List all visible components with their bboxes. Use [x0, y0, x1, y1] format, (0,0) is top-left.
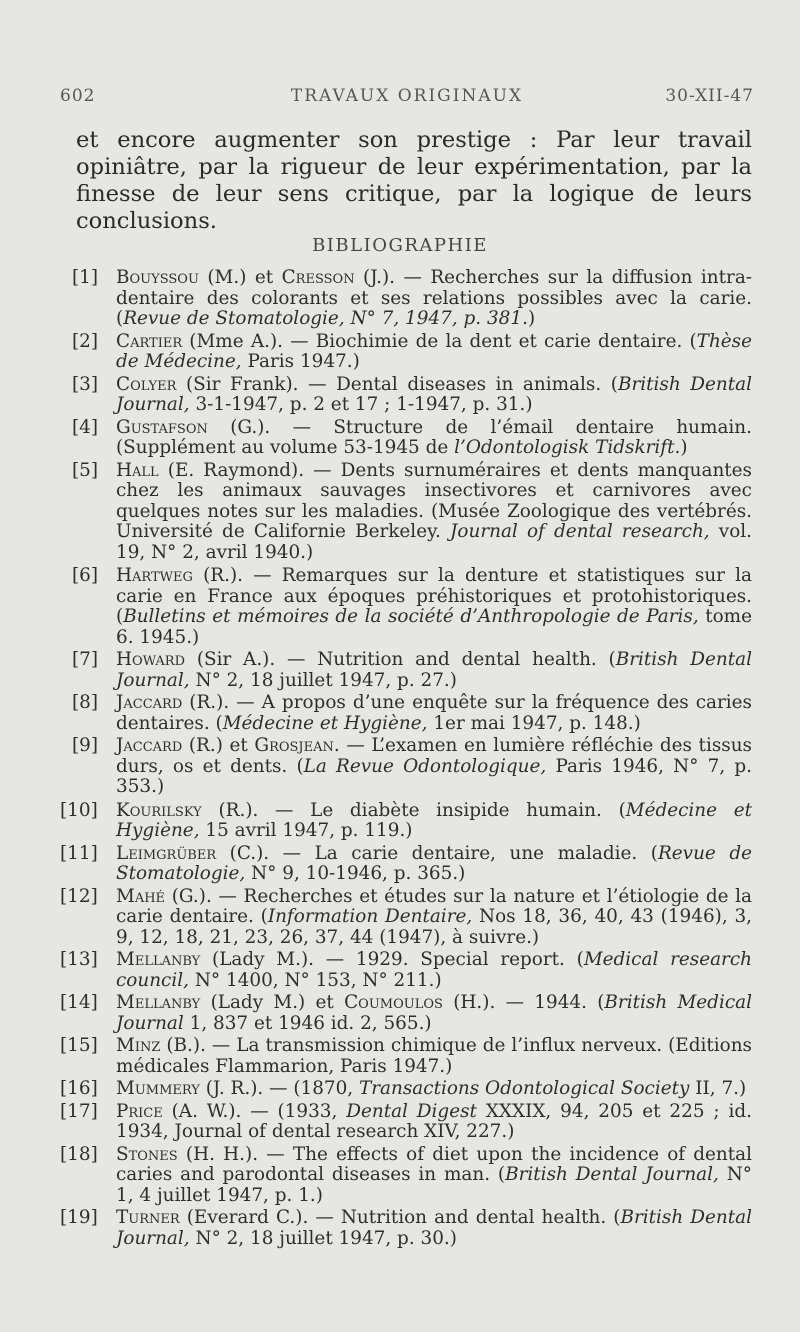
reference-author: Hall [116, 459, 159, 481]
reference-text: vol. 19, N° 2, avril 1940.) [116, 521, 752, 563]
reference-text: Nos 18, 36, 40, 43 (1946), 3, 9, 12, 18, 21, 23, 26, 37, 44 (1947), à suivre.) [116, 906, 752, 948]
reference-text: (E. Raymond). — Dents surnuméraires et dents manquantes chez les animaux sauvages insectivores et carnivores avec quelques notes sur les maladies. (Musée Zoologique des vertébrés. Université de Californie Berkeley. [116, 459, 752, 542]
reference-author: Jaccard [116, 692, 183, 713]
reference-text: (H. H.). — The effects of diet upon the incidence of dental caries and parodontal diseases in man. ( [116, 1143, 752, 1185]
reference-number: [16] [60, 1078, 98, 1099]
reference-source: British Dental Journal, [116, 1207, 752, 1249]
reference-number: [3] [72, 373, 99, 395]
reference-author: Colyer [116, 373, 177, 395]
reference-text: (A. W.). — (1933, [162, 1100, 347, 1122]
reference-number: [10] [60, 799, 98, 821]
reference-text: II, 7.) [689, 1078, 747, 1099]
reference-text: 1, 837 et 1946 id. 2, 565.) [183, 1012, 432, 1034]
reference-text: 1er mai 1947, p. 148.) [427, 712, 641, 734]
reference-entry [60, 1078, 752, 1100]
reference-entry [72, 566, 752, 648]
reference-author: Price [116, 1100, 163, 1122]
reference-entry [60, 1143, 752, 1207]
reference-entry [72, 650, 752, 691]
reference-author: Bouyssou [116, 267, 199, 288]
reference-author: Mahé [116, 885, 166, 907]
intro-text: et encore augmenter son prestige : Par leur travail opiniâtre, par la rigueur de leur expérimentation, par la finesse de leur sens critique, par la logique de leurs conclusions. [76, 127, 752, 234]
reference-text: (R.). — Le diabète insipide humain. ( [201, 799, 626, 821]
reference-text: (R.). — A propos d’une enquête sur la fréquence des caries dentaires. ( [116, 692, 752, 734]
reference-number: [6] [72, 565, 99, 586]
bibliography-list [60, 267, 753, 1251]
reference-text: (H.). — 1944. ( [442, 992, 605, 1013]
reference-entry [60, 842, 753, 885]
reference-source: Revue de Stomatologie, [116, 842, 753, 884]
reference-text: (Mme A.). — Biochimie de la dent et carie dentaire. ( [182, 330, 697, 352]
reference-number: [18] [60, 1143, 98, 1165]
reference-number: [8] [72, 692, 99, 713]
reference-number: [14] [60, 992, 98, 1013]
reference-text: . — L’examen en lumière réfléchie des tissus durs, os et dents. ( [116, 735, 752, 777]
reference-text: 3-1-1947, p. 2 et 17 ; 1-1947, p. 31.) [189, 394, 533, 415]
reference-text: (M.) et [198, 267, 282, 288]
reference-number: [15] [60, 1035, 98, 1056]
reference-text: (R.). — Remarques sur la denture et statistiques sur la carie en France aux époques préhistoriques et protohistoriques. ( [116, 565, 752, 627]
reference-text: N° 2, 18 juillet 1947, p. 30.) [189, 1227, 457, 1249]
reference-text: N° 1, 4 juillet 1947, p. 1.) [116, 1164, 752, 1206]
reference-source: British Dental Journal, [116, 649, 752, 691]
reference-text: (Lady M.). — 1929. Special report. ( [200, 949, 584, 970]
reference-text: ) [527, 308, 536, 329]
reference-entry [72, 418, 752, 459]
reference-text: ) [680, 437, 688, 458]
bibliography-heading: BIBLIOGRAPHIE [312, 235, 488, 256]
reference-text: N° 2, 18 juillet 1947, p. 27.) [189, 669, 457, 691]
reference-source: Médecine et Hygiène, [222, 712, 428, 734]
reference-entry [72, 693, 752, 734]
reference-author: Kourilsky [116, 799, 202, 821]
reference-text: tome 6. 1945.) [116, 606, 752, 648]
reference-number: [4] [72, 416, 99, 438]
reference-entry [72, 461, 752, 564]
reference-text: 15 avril 1947, p. 119.) [199, 820, 413, 841]
reference-author: Hartweg [116, 565, 193, 586]
reference-text: (J.). — Recherches sur la diffusion intra-dentaire des colorants et ses relations possibles avec la carie. ( [116, 267, 752, 329]
reference-author: Gustafson [116, 416, 208, 438]
reference-author: Mellanby [116, 949, 201, 970]
reference-number: [12] [60, 885, 98, 907]
reference-entry [60, 992, 752, 1034]
reference-number: [19] [60, 1207, 98, 1228]
reference-coauthor: Cresson [281, 267, 355, 288]
reference-entry [60, 1035, 752, 1077]
reference-text: (G.). — Recherches et études sur la nature et l’étiologie de la carie dentaire. ( [116, 885, 752, 927]
reference-text: N° 1400, N° 153, N° 211.) [188, 969, 442, 991]
reference-entry [60, 949, 752, 991]
reference-source: Thèse de Médecine, [116, 330, 752, 372]
reference-entry [72, 332, 752, 373]
running-title: TRAVAUX ORIGINAUX [290, 86, 524, 106]
reference-author: Mummery [116, 1078, 200, 1099]
reference-coauthor: Coumoulos [344, 992, 443, 1013]
running-header [60, 86, 754, 110]
reference-author: Howard [116, 649, 186, 670]
reference-entry [60, 885, 752, 949]
reference-text: (Sir A.). — Nutrition and dental health. ( [185, 649, 616, 670]
reference-text: N° 9, 10-1946, p. 365.) [245, 863, 466, 884]
reference-author: Leimgrüber [116, 842, 217, 864]
page-number: 602 [60, 86, 96, 106]
reference-text: (R.) et [182, 735, 255, 756]
reference-text: (B.). — La transmission chimique de l’influx nerveux. (Editions médicales Flammarion, Paris 1947.) [116, 1035, 752, 1077]
reference-source: Medical research council, [116, 949, 752, 991]
reference-source: Bulletins et mémoires de la société d’Anthropologie de Paris, [123, 606, 699, 627]
reference-number: [9] [72, 735, 99, 756]
reference-author: Stones [116, 1143, 178, 1165]
reference-source: British Dental Journal, [505, 1164, 719, 1185]
reference-source: Transactions Odontological Society [359, 1078, 690, 1099]
reference-text: (Sir Frank). — Dental diseases in animals. ( [176, 373, 618, 395]
reference-source: Dental Digest [346, 1100, 477, 1122]
reference-entry [60, 1100, 752, 1143]
reference-source: l’Odontologisk Tidskrift. [454, 437, 681, 458]
reference-text: (C.). — La carie dentaire, une maladie. ( [216, 842, 658, 864]
reference-entry [60, 1207, 752, 1249]
reference-text: (Everard C.). — Nutrition and dental health. ( [179, 1207, 621, 1228]
reference-number: [5] [72, 459, 99, 481]
reference-number: [13] [60, 949, 98, 970]
reference-source: Revue de Stomatologie, N° 7, 1947, p. 381. [123, 308, 528, 329]
reference-number: [7] [72, 649, 99, 670]
reference-number: [11] [60, 842, 98, 864]
reference-author: Minz [116, 1035, 161, 1056]
reference-author: Cartier [116, 330, 183, 352]
reference-text: (G.). — Structure de l’émail dentaire humain. (Supplément au volume 53-1945 de [116, 416, 752, 458]
reference-author: Mellanby [116, 992, 201, 1013]
issue-date: 30-XII-47 [665, 86, 754, 106]
reference-entry [72, 268, 752, 330]
reference-text: XXXIX, 94, 205 et 225 ; id. 1934, Journal of dental research XIV, 227.) [116, 1100, 752, 1142]
reference-number: [2] [72, 330, 99, 352]
reference-source: Médecine et Hygiène, [116, 799, 752, 841]
reference-entry [72, 736, 752, 798]
reference-author: Turner [116, 1207, 180, 1228]
reference-source: Information Dentaire, [267, 906, 473, 927]
reference-text: (Lady M.) et [200, 992, 345, 1013]
reference-text: Paris 1946, N° 7, p. 353.) [116, 755, 753, 797]
reference-number: [1] [72, 267, 99, 288]
intro-paragraph [76, 127, 752, 235]
reference-coauthor: Grosjean [254, 735, 334, 756]
reference-text: (J. R.). — (1870, [199, 1078, 359, 1099]
reference-entry [60, 799, 752, 842]
reference-source: British Medical Journal [116, 992, 752, 1034]
reference-number: [17] [60, 1100, 98, 1122]
reference-source: La Revue Odontologique, [303, 755, 547, 777]
reference-source: Journal of dental research, [450, 521, 710, 542]
reference-entry [72, 375, 752, 416]
reference-text: Paris 1947.) [241, 351, 360, 372]
reference-author: Jaccard [116, 735, 183, 756]
reference-source: British Dental Journal, [116, 373, 752, 415]
